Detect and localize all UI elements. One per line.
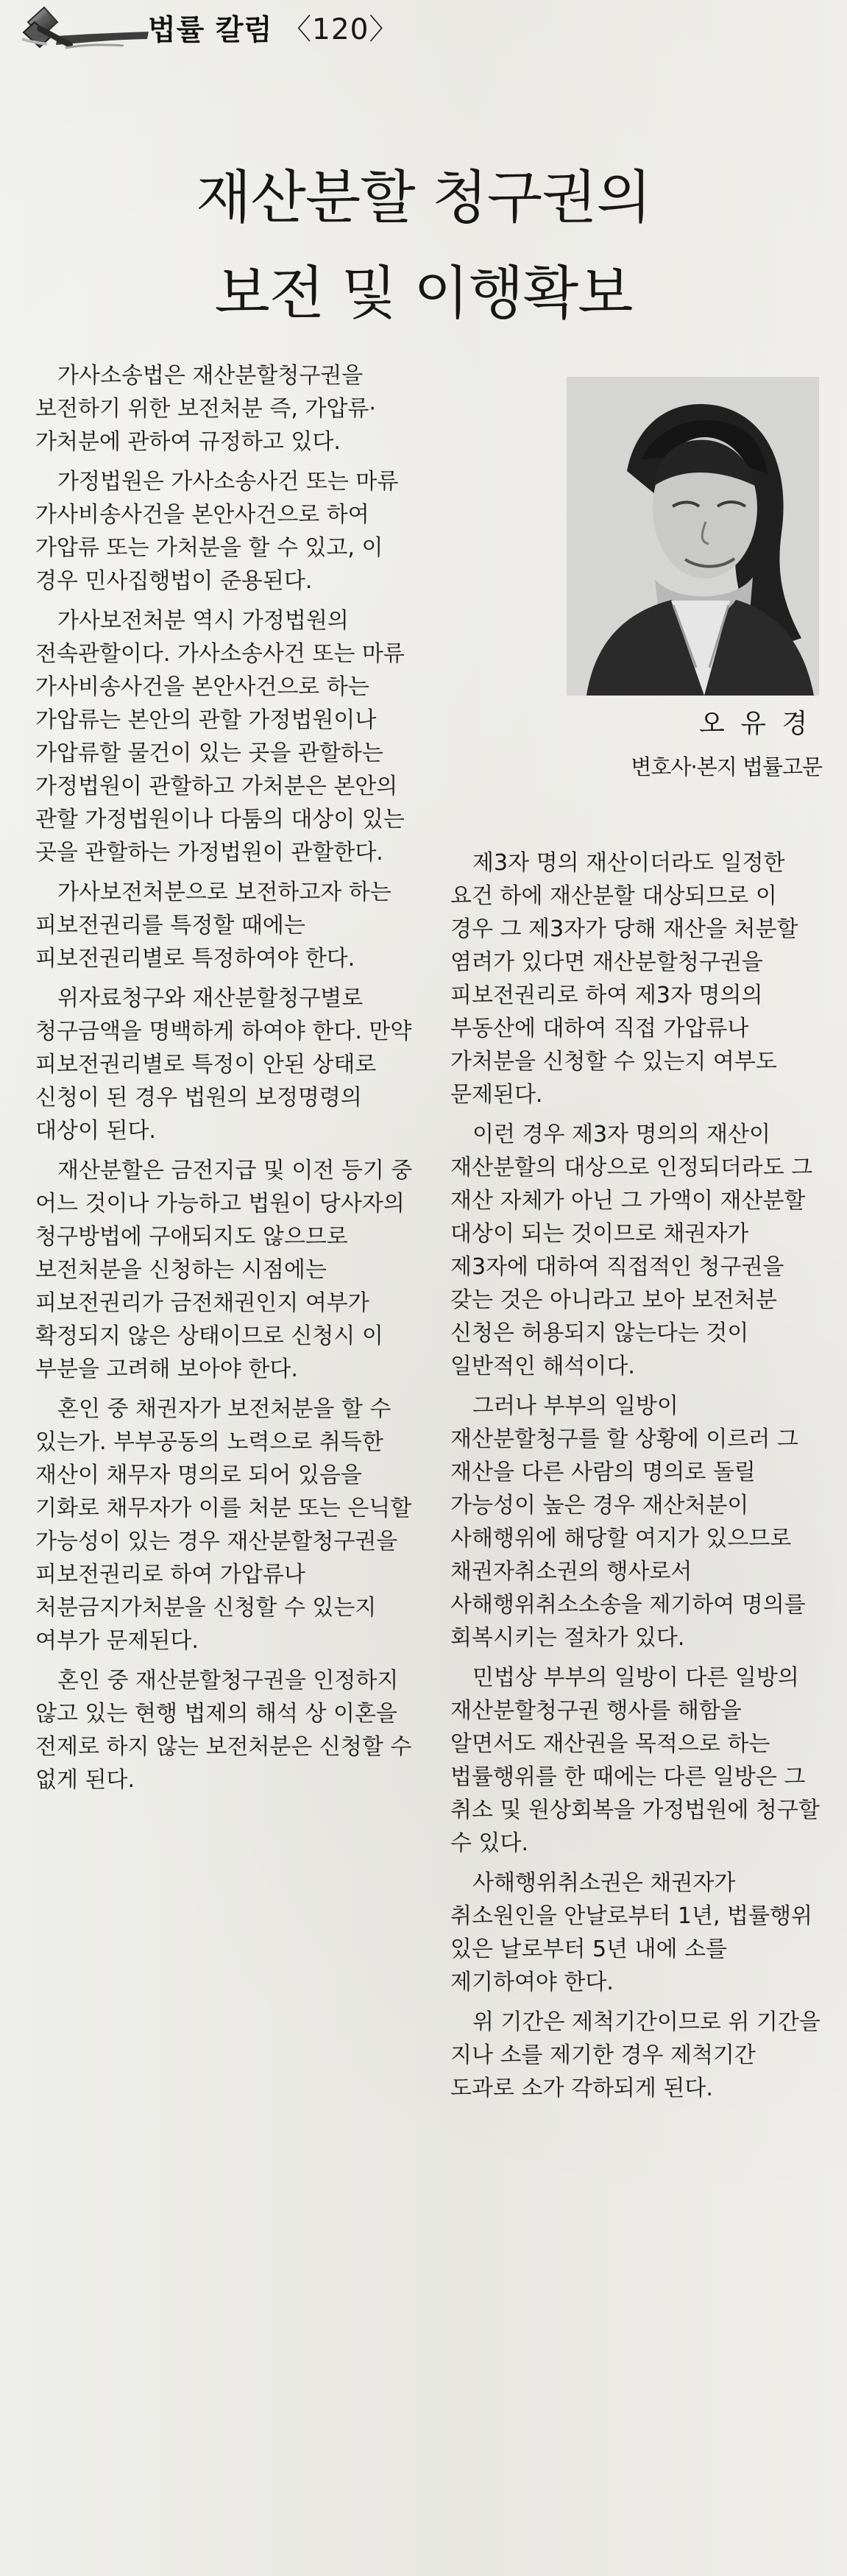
article-paragraph: 재산분할은 금전지급 및 이전 등기 중 어느 것이나 가능하고 법원이 당사자의 청구방법에 구애되지도 않으므로 보전처분을 신청하는 시점에는 피보전권리가 금전채권인지 여부가 확정되지 않은 상태이므로 신청시 이 부분을 고려해 보아야 한다. xyxy=(35,1158,413,1382)
article-paragraph: 사해행위취소권은 채권자가 취소원인을 안날로부터 1년, 법률행위 있은 날로부터 5년 내에 소를 제기하여야 한다. xyxy=(450,1870,812,1995)
article-right-column xyxy=(450,846,826,2112)
column-name: 법률 칼럼 xyxy=(148,14,273,47)
article-paragraph: 가사소송법은 재산분할청구권을 보전하기 위한 보전처분 즉, 가압류·가처분에 관하여 규정하고 있다. xyxy=(35,363,376,455)
article-paragraph: 이런 경우 제3자 명의의 재산이 재산분할의 대상으로 인정되더라도 그 재산 자체가 아닌 그 가액이 재산분할 대상이 되는 것이므로 채권자가 제3자에 대하여 직접적인 청구권을 갖는 것은 아니라고 보아 보전처분 신청은 허용되지 않는다는 것이 일반적인 해석이다. xyxy=(450,1122,813,1379)
author-photo xyxy=(567,377,819,696)
author-portrait-image xyxy=(567,377,819,696)
article-paragraph: 민법상 부부의 일방이 다른 일방의 재산분할청구권 행사를 해함을 알면서도 재산권을 목적으로 하는 법률행위를 한 때에는 다른 일방은 그 취소 및 원상회복을 가정법원에 청구할 수 있다. xyxy=(450,1665,820,1856)
article-paragraph: 가사보전처분으로 보전하고자 하는 피보전권리를 특정할 때에는 피보전권리별로 특정하여야 한다. xyxy=(35,880,391,972)
article-paragraph: 그러나 부부의 일방이 재산분할청구를 할 상황에 이르러 그 재산을 다른 사람의 명의로 돌릴 가능성이 높은 경우 재산처분이 사해행위에 해당할 여지가 있으므로 채권자취소권의 행사로서 사해행위취소소송을 제기하여 명의를 회복시키는 절차가 있다. xyxy=(450,1393,806,1651)
gavel-icon xyxy=(13,1,159,62)
column-number: 〈120〉 xyxy=(283,13,399,46)
headline-line-2: 보전 및 이행확보 xyxy=(214,261,633,328)
article-left-column xyxy=(35,359,418,1803)
headline-line-1: 재산분할 청구권의 xyxy=(196,165,651,232)
author-title: 변호사·본지 법률고문 xyxy=(631,754,822,779)
article-paragraph: 가정법원은 가사소송사건 또는 마류 가사비송사건을 본안사건으로 하여 가압류 또는 가처분을 할 수 있고, 이 경우 민사집행법이 준용된다. xyxy=(35,469,399,594)
article-paragraph: 혼인 중 재산분할청구권을 인정하지 않고 있는 현행 법제의 해석 상 이혼을 전제로 하지 않는 보전처분은 신청할 수 없게 된다. xyxy=(35,1668,412,1793)
author-name: 오 유 경 xyxy=(699,709,812,739)
article-paragraph: 제3자 명의 재산이더라도 일정한 요건 하에 재산분할 대상되므로 이 경우 그 제3자가 당해 재산을 처분할 염려가 있다면 재산분할청구권을 피보전권리로 하여 제3자 명의의 부동산에 대하여 직접 가압류나 가처분을 신청할 수 있는지 여부도 문제된다. xyxy=(450,850,798,1108)
article-paragraph: 혼인 중 채권자가 보전처분을 할 수 있는가. 부부공동의 노력으로 취득한 재산이 채무자 명의로 되어 있음을 기화로 채무자가 이를 처분 또는 은닉할 가능성이 있는 경우 재산분할청구권을 피보전권리로 하여 가압류나 처분금지가처분을 신청할 수 있는지 여부가 문제된다. xyxy=(35,1396,412,1654)
article-paragraph: 위자료청구와 재산분할청구별로 청구금액을 명백하게 하여야 한다. 만약 피보전권리별로 특정이 안된 상태로 신청이 된 경우 법원의 보정명령의 대상이 된다. xyxy=(35,986,412,1144)
article-paragraph: 가사보전처분 역시 가정법원의 전속관할이다. 가사소송사건 또는 마류 가사비송사건을 본안사건으로 하는 가압류는 본안의 관할 가정법원이나 가압류할 물건이 있는 곳을 관할하는 가정법원이 관할하고 가처분은 본안의 관할 가정법원이나 다툼의 대상이 있는 곳을 관할하는 가정법원이 관할한다. xyxy=(35,608,405,866)
column-header xyxy=(13,0,528,59)
article-paragraph: 위 기간은 제척기간이므로 위 기간을 지나 소를 제기한 경우 제척기간 도과로 소가 각하되게 된다. xyxy=(450,2009,821,2101)
